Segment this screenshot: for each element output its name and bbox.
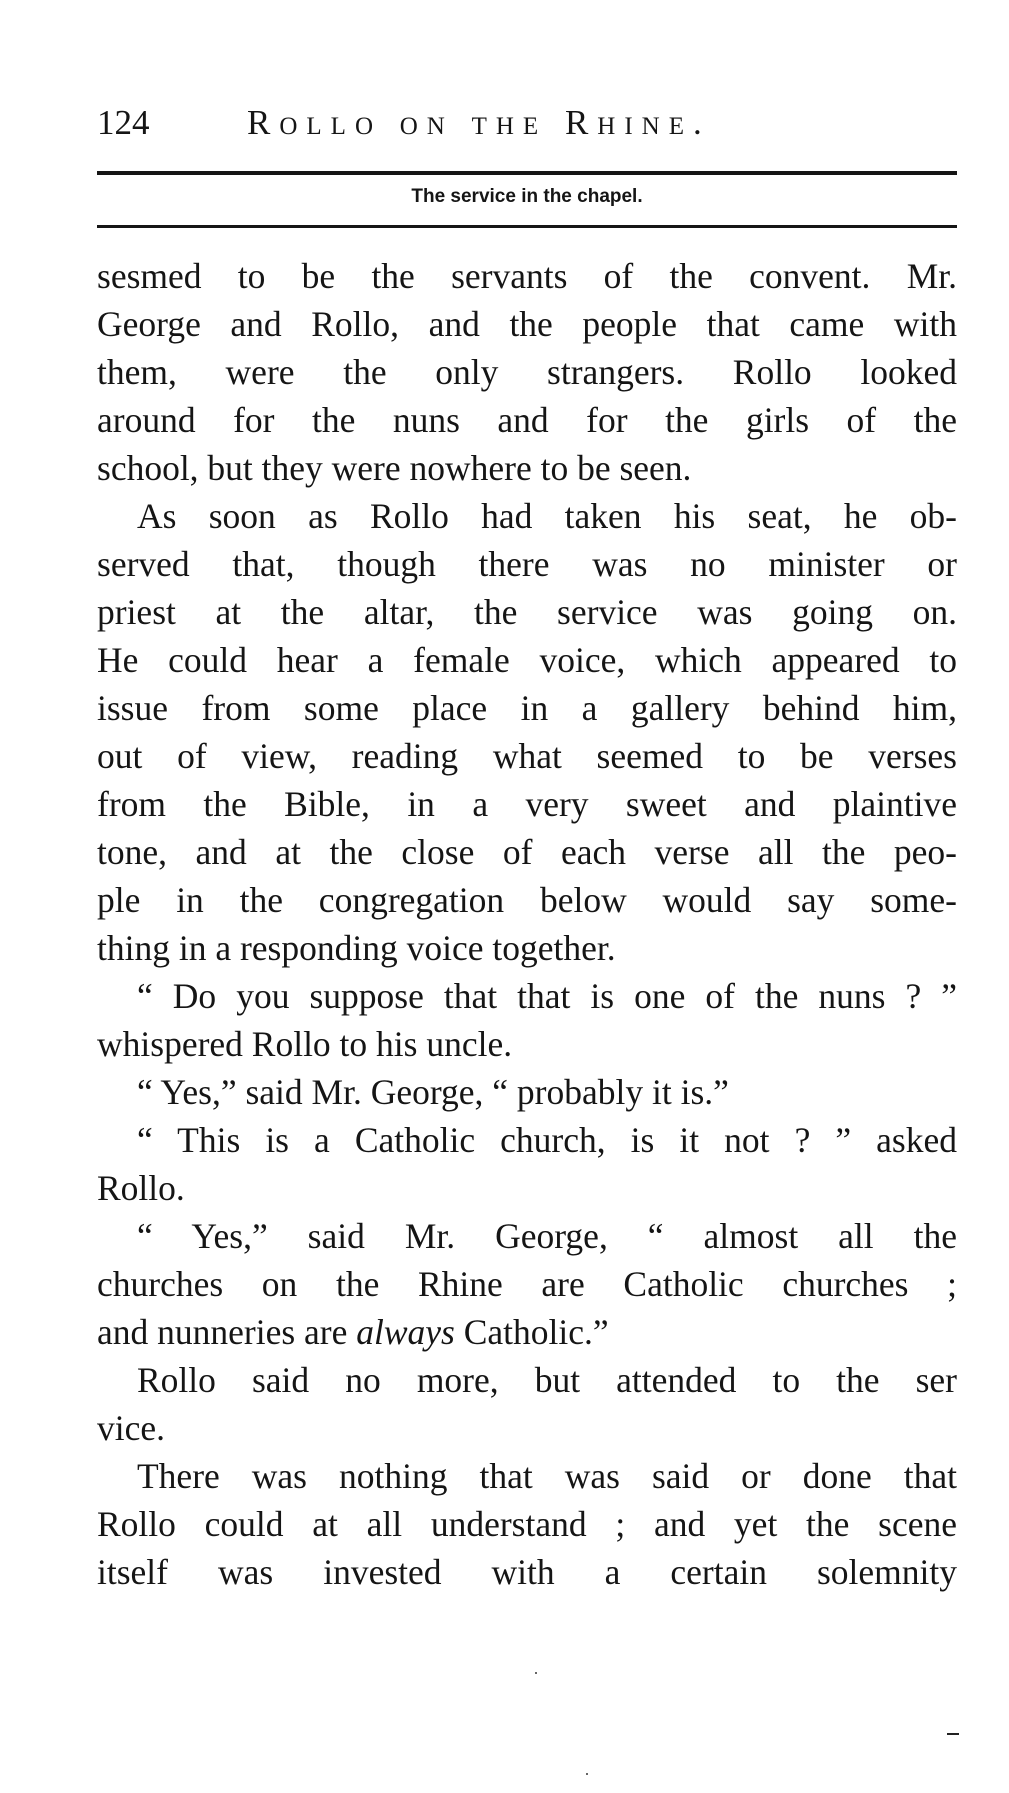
text-line (97, 1308, 957, 1356)
text-line: There was nothing that was said or done that (137, 1456, 957, 1496)
header-bottom-rule (97, 225, 957, 228)
text-line: As soon as Rollo had taken his seat, he ob- (137, 496, 957, 536)
text-line: “ Do you suppose that that is one of the nuns ? ” (137, 976, 957, 1016)
chapter-subtitle: The service in the chapel. (411, 186, 643, 207)
text-segment: and nunneries are (97, 1312, 357, 1352)
text-line: Rollo could at all understand ; and yet the scene (97, 1504, 957, 1544)
text-line: issue from some place in a gallery behind him, (97, 688, 957, 728)
text-line: priest at the altar, the service was going on. (97, 592, 957, 632)
text-line: them, were the only strangers. Rollo looked (97, 352, 957, 392)
text-line: George and Rollo, and the people that came with (97, 304, 957, 344)
text-line: “ Yes,” said Mr. George, “ probably it is.” (137, 1072, 729, 1112)
text-line: vice. (97, 1408, 166, 1448)
text-line: “ Yes,” said Mr. George, “ almost all the (137, 1216, 957, 1256)
text-line: churches on the Rhine are Catholic churches ; (97, 1264, 957, 1304)
running-head (97, 99, 957, 147)
text-line: served that, though there was no minister or (97, 544, 957, 584)
paper-speck (586, 1773, 588, 1775)
text-line: “ This is a Catholic church, is it not ? ” asked (137, 1120, 957, 1160)
header-top-rule (97, 171, 957, 175)
text-line: whispered Rollo to his uncle. (97, 1024, 513, 1064)
text-line: ple in the congregation below would say some- (97, 880, 957, 920)
text-line: tone, and at the close of each verse all the peo- (97, 832, 957, 872)
text-line: He could hear a female voice, which appeared to (97, 640, 957, 680)
page-number: 124 (97, 103, 150, 142)
text-line: sesmed to be the servants of the convent. Mr. (97, 256, 957, 296)
paper-speck (535, 1672, 537, 1674)
text-line: around for the nuns and for the girls of the (97, 400, 957, 440)
emphasized-word: always (356, 1312, 455, 1352)
text-line: school, but they were nowhere to be seen. (97, 448, 692, 488)
text-line: out of view, reading what seemed to be verses (97, 736, 957, 776)
text-segment: Catholic.” (454, 1312, 609, 1352)
text-line: itself was invested with a certain solemnity (97, 1552, 957, 1592)
printer-mark (947, 1733, 959, 1735)
text-line: from the Bible, in a very sweet and plaintive (97, 784, 957, 824)
text-line: Rollo said no more, but attended to the ser (137, 1360, 957, 1400)
body-text (97, 252, 957, 1596)
text-line: Rollo. (97, 1168, 185, 1208)
book-title: Rollo on the Rhine. (247, 103, 711, 142)
text-line: thing in a responding voice together. (97, 928, 616, 968)
